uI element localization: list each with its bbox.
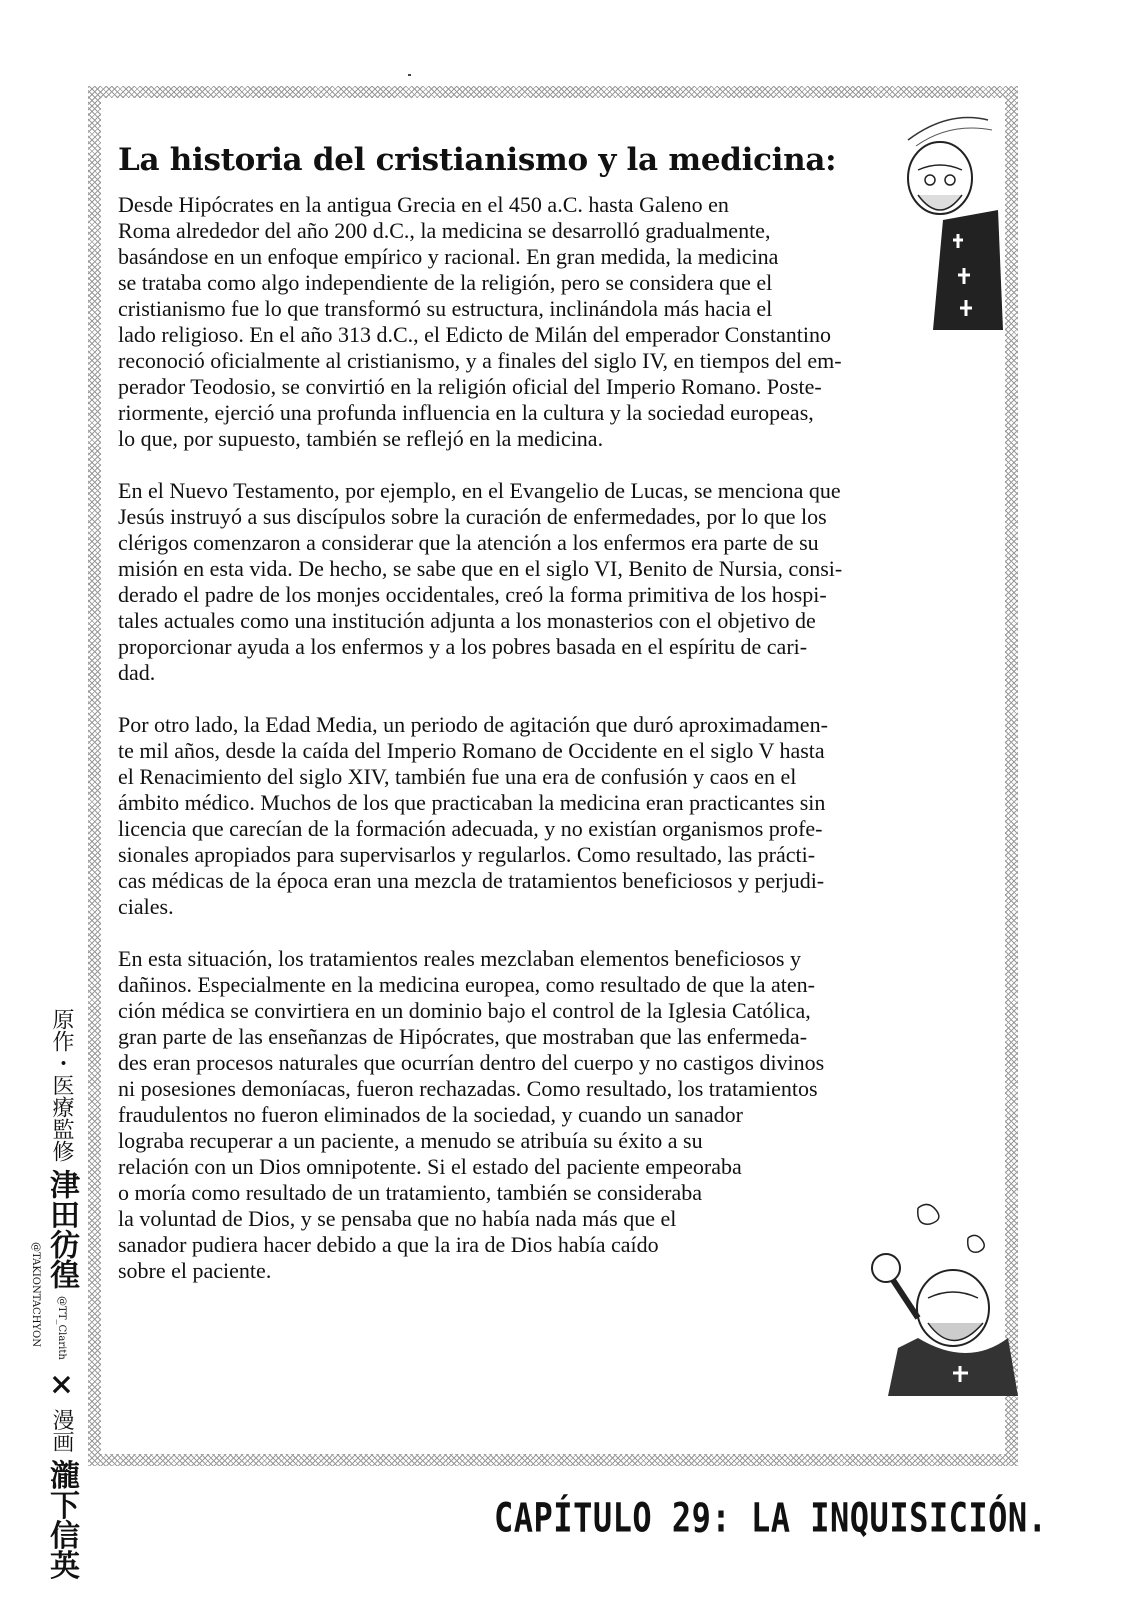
paragraph-line: perador Teodosio, se convirtió en la religión oficial del Imperio Romano. Poste- <box>118 374 822 399</box>
monk-illustration-bottom <box>858 1198 1023 1398</box>
paragraph-line: ciales. <box>118 894 174 919</box>
paragraph <box>118 192 988 452</box>
paragraph-line: fraudulentos no fueron eliminados de la sociedad, y cuando un sanador <box>118 1102 743 1127</box>
paragraph-line: cristianismo fue lo que transformó su estructura, inclinándola más hacia el <box>118 296 773 321</box>
paragraph-line: dañinos. Especialmente en la medicina europea, como resultado de que la aten- <box>118 972 815 997</box>
paragraph-line: ámbito médico. Muchos de los que practicaban la medicina eran practicantes sin <box>118 790 826 815</box>
paragraph-line: sanador pudiera hacer debido a que la ira de Dios había caído <box>118 1232 659 1257</box>
paragraph-line: dad. <box>118 660 156 685</box>
paragraph-line: sobre el paciente. <box>118 1258 272 1283</box>
paragraph-line: derado el padre de los monjes occidentales, creó la forma primitiva de los hospi- <box>118 582 827 607</box>
chapter-title: CAPÍTULO 29: LA INQUISICIÓN. <box>494 1494 1048 1542</box>
paragraph-line: proporcionar ayuda a los enfermos y a los pobres basada en el espíritu de cari- <box>118 634 808 659</box>
paragraph-line: cas médicas de la época eran una mezcla de tratamientos beneficiosos y perjudi- <box>118 868 825 893</box>
paragraph-line: clérigos comenzaron a considerar que la atención a los enfermos era parte de su <box>118 530 819 555</box>
paragraph-line: te mil años, desde la caída del Imperio Romano de Occidente en el siglo V hasta <box>118 738 825 763</box>
paragraph-line: la voluntad de Dios, y se pensaba que no había nada más que el <box>118 1206 677 1231</box>
paragraph-line: basándose en un enfoque empírico y racional. En gran medida, la medicina <box>118 244 779 269</box>
paragraph-line: lado religioso. En el año 313 d.C., el Edicto de Milán del emperador Constantino <box>118 322 832 347</box>
paragraph-line: des eran procesos naturales que ocurrían dentro del cuerpo y no castigos divinos <box>118 1050 825 1075</box>
credit-role-original: 原作・医療監修 <box>49 1008 74 1163</box>
paragraph-line: lograba recuperar a un paciente, a menudo se atribuía su éxito a su <box>118 1128 703 1153</box>
paragraph-line: el Renacimiento del siglo XIV, también fue una era de confusión y caos en el <box>118 764 797 789</box>
paragraph-line: Desde Hipócrates en la antigua Grecia en el 450 a.C. hasta Galeno en <box>118 192 729 217</box>
credit-author-original: 津田彷徨 <box>44 1169 79 1290</box>
paragraph-line: En esta situación, los tratamientos reales mezclaban elementos beneficiosos y <box>118 946 801 971</box>
credit-role-manga: 漫画 <box>49 1408 74 1453</box>
paragraph-line: ni posesiones demoníacas, fueron rechazadas. Como resultado, los tratamientos <box>118 1076 818 1101</box>
article-body <box>118 192 988 1284</box>
article-heading: La historia del cristianismo y la medicina: <box>118 142 837 178</box>
paragraph-line: licencia que carecían de la formación adecuada, y no existían organismos profe- <box>118 816 823 841</box>
credits <box>30 988 79 1600</box>
credit-handle-original: @TT_Clarith <box>56 1296 67 1360</box>
paragraph-line: lo que, por supuesto, también se reflejó en la medicina. <box>118 426 604 451</box>
paragraph-line: gran parte de las enseñanzas de Hipócrates, que mostraban que las enfermeda- <box>118 1024 808 1049</box>
paragraph-line: o moría como resultado de un tratamiento, también se consideraba <box>118 1180 703 1205</box>
monk-illustration-top <box>888 100 1008 340</box>
paragraph-line: En el Nuevo Testamento, por ejemplo, en el Evangelio de Lucas, se menciona que <box>118 478 841 503</box>
credit-cross: × <box>44 1366 79 1402</box>
paragraph-line: se trataba como algo independiente de la religión, pero se considera que el <box>118 270 773 295</box>
stray-mark <box>408 74 411 76</box>
paragraph-line: Jesús instruyó a sus discípulos sobre la curación de enfermedades, por lo que los <box>118 504 827 529</box>
paragraph-line: riormente, ejerció una profunda influencia en la cultura y la sociedad europeas, <box>118 400 814 425</box>
article <box>118 138 988 1310</box>
paragraph-line: reconoció oficialmente al cristianismo, y a finales del siglo IV, en tiempos del em- <box>118 348 842 373</box>
paragraph-line: misión en esta vida. De hecho, se sabe que en el siglo VI, Benito de Nursia, consi- <box>118 556 843 581</box>
paragraph-line: sionales apropiados para supervisarlos y regularlos. Como resultado, las prácti- <box>118 842 816 867</box>
paragraph <box>118 478 988 686</box>
paragraph-line: Roma alrededor del año 200 d.C., la medicina se desarrolló gradualmente, <box>118 218 771 243</box>
credit-author-manga: 瀧下信英 <box>44 1459 79 1580</box>
paragraph <box>118 712 988 920</box>
paragraph-line: relación con un Dios omnipotente. Si el estado del paciente empeoraba <box>118 1154 742 1179</box>
paragraph-line: tales actuales como una institución adjunta a los monasterios con el objetivo de <box>118 608 816 633</box>
paragraph-line: ción médica se convirtiera en un dominio bajo el control de la Iglesia Católica, <box>118 998 811 1023</box>
paragraph-line: Por otro lado, la Edad Media, un periodo de agitación que duró aproximadamen- <box>118 712 828 737</box>
credit-handle-manga: @TAKIONTACHYON <box>30 1241 41 1347</box>
